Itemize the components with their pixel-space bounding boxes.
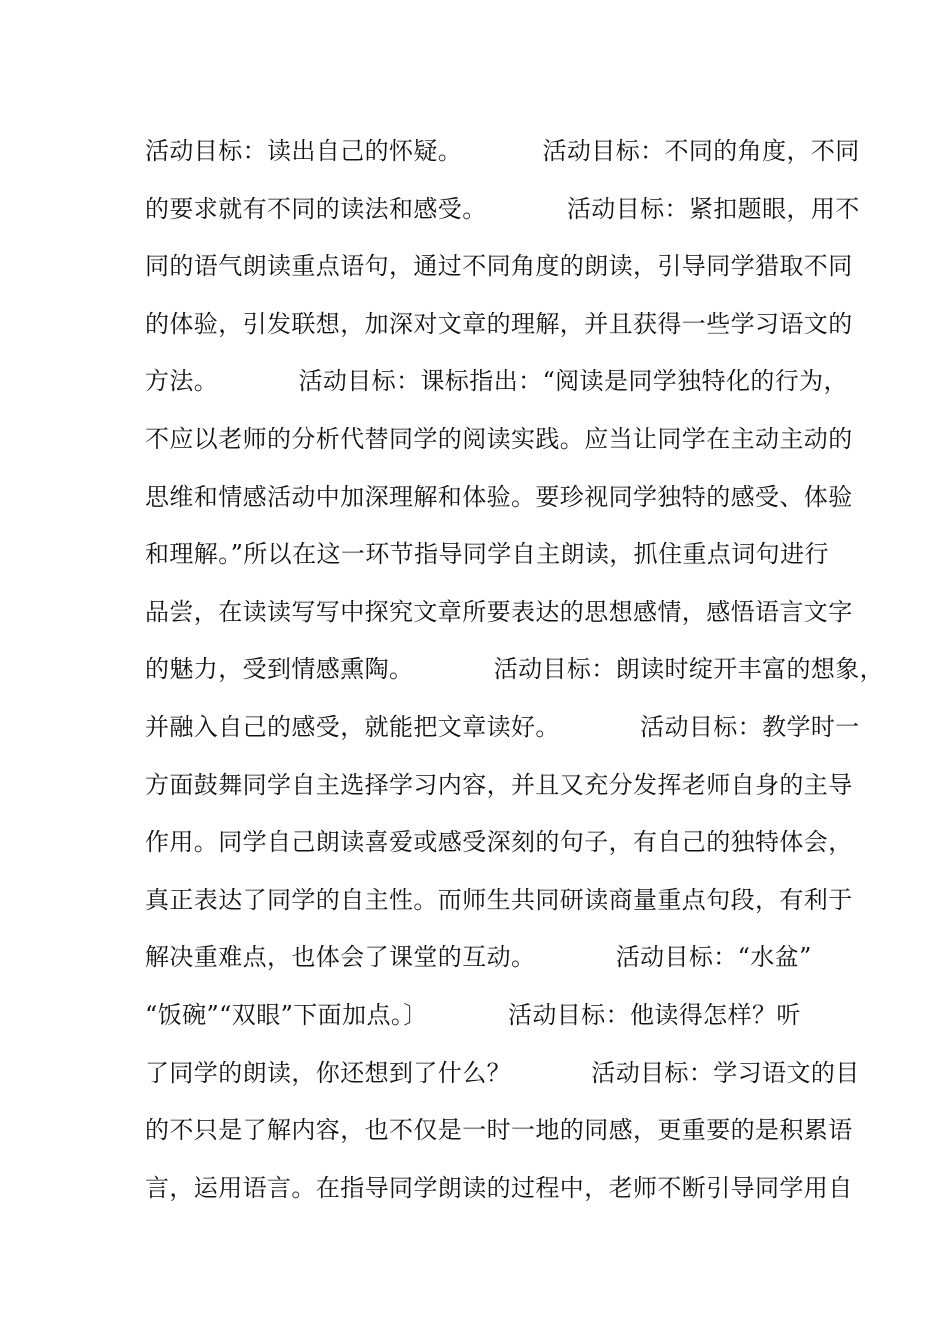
text-line: 解决重难点，也体会了课堂的互动。 活动目标：“水盆” (145, 943, 812, 972)
text-line: 品尝，在读读写写中探究文章所要表达的思想感情，感悟语言文字 (145, 597, 853, 626)
text-line: 和理解。”所以在这一环节指导同学自主朗读，抓住重点词句进行 (145, 540, 829, 569)
body-text (145, 131, 885, 1225)
text-line: 了同学的朗读，你还想到了什么？ 活动目标：学习语文的目 (145, 1058, 860, 1087)
text-line: 的体验，引发联想，加深对文章的理解，并且获得一些学习语文的 (145, 309, 853, 338)
text-line: 的要求就有不同的读法和感受。 活动目标：紧扣题眼，用不 (145, 194, 860, 223)
text-line: “饭碗”“双眼”下面加点。〕 活动目标：他读得怎样？听 (145, 1000, 801, 1029)
text-line: 真正表达了同学的自主性。而师生共同研读商量重点句段，有利于 (145, 885, 853, 914)
text-line: 并融入自己的感受，就能把文章读好。 活动目标：教学时一 (145, 712, 860, 741)
text-line: 言，运用语言。在指导同学朗读的过程中，老师不断引导同学用自 (145, 1173, 853, 1202)
text-line: 方法。 活动目标：课标指出：“阅读是同学独特化的行为， (145, 367, 848, 396)
text-line: 的魅力，受到情感熏陶。 活动目标：朗读时绽开丰富的想象， (145, 655, 885, 684)
text-line: 活动目标：读出自己的怀疑。 活动目标：不同的角度，不同 (145, 137, 860, 165)
text-line: 不应以老师的分析代替同学的阅读实践。应当让同学在主动主动的 (145, 424, 853, 453)
text-line: 作用。同学自己朗读喜爱或感受深刻的句子，有自己的独特体会， (145, 828, 853, 857)
text-line: 的不只是了解内容，也不仅是一时一地的同感，更重要的是积累语 (145, 1116, 853, 1145)
text-line: 同的语气朗读重点语句，通过不同角度的朗读，引导同学猎取不同 (145, 252, 853, 281)
text-line: 方面鼓舞同学自主选择学习内容，并且又充分发挥老师自身的主导 (145, 770, 853, 799)
text-line: 思维和情感活动中加深理解和体验。要珍视同学独特的感受、体验 (145, 482, 853, 511)
